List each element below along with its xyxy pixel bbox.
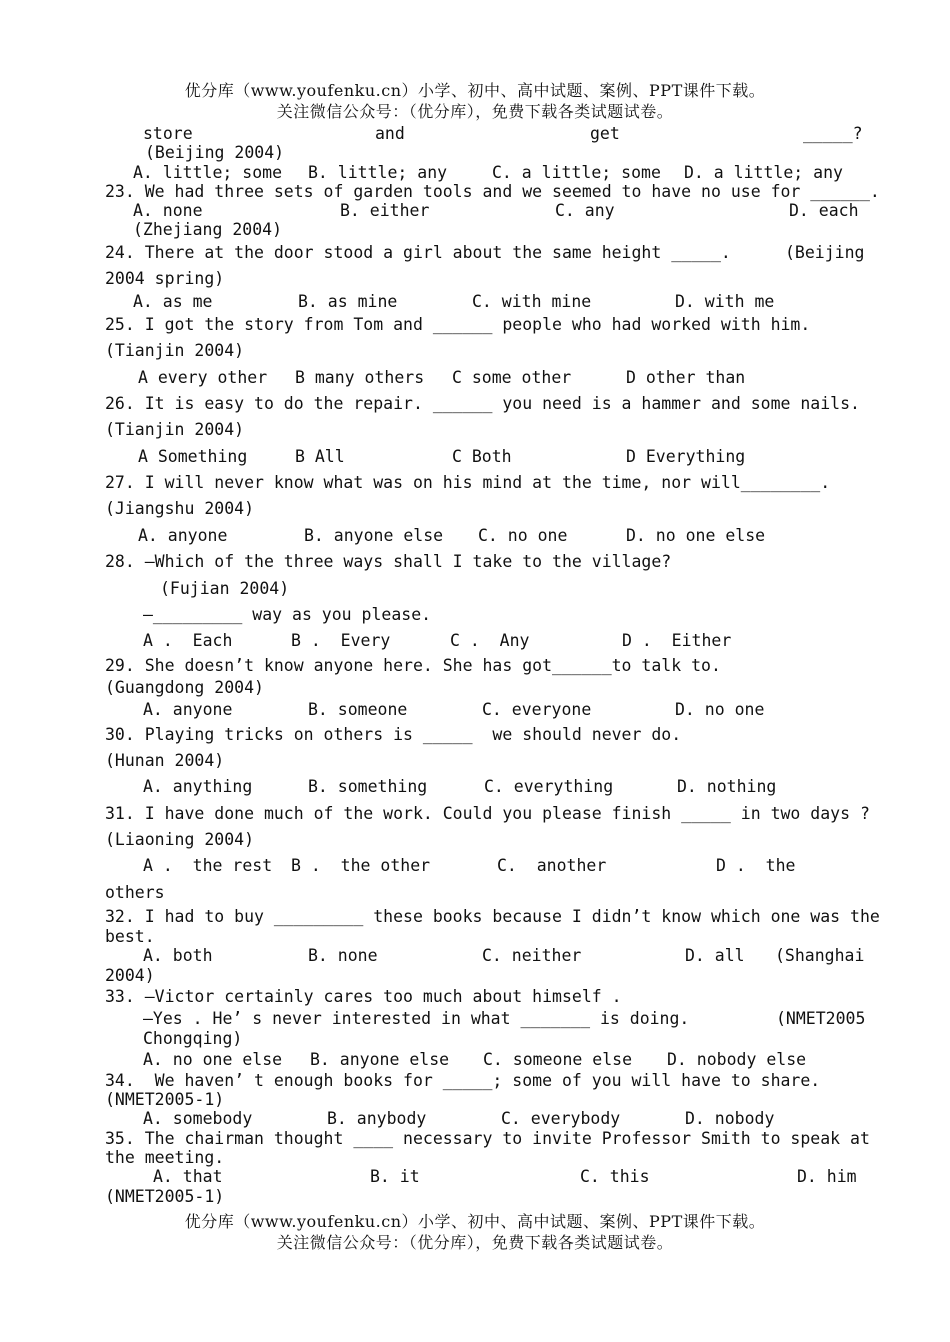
q28-option-c: C . Any bbox=[450, 631, 530, 650]
q31-option-b: B . the other bbox=[291, 856, 431, 875]
q30-option-d: D. nothing bbox=[677, 777, 777, 796]
q26-option-d: D Everything bbox=[626, 447, 746, 466]
q35-option-b: B. it bbox=[370, 1167, 420, 1186]
q30-option-a: A. anything bbox=[143, 777, 253, 796]
q22-word-get: get bbox=[590, 124, 620, 143]
q25-option-d: D other than bbox=[626, 368, 746, 387]
q28-option-b: B . Every bbox=[291, 631, 391, 650]
q35-option-a: A. that bbox=[153, 1167, 223, 1186]
q25-option-a: A every other bbox=[138, 368, 268, 387]
q24-option-c: C. with mine bbox=[472, 292, 592, 311]
q35-option-c: C. this bbox=[580, 1167, 650, 1186]
q33-option-c: C. someone else bbox=[483, 1050, 633, 1069]
q31-option-d-cont: others bbox=[105, 883, 165, 902]
q33-source-a: (NMET2005 bbox=[776, 1009, 866, 1028]
q33-option-d: D. nobody else bbox=[667, 1050, 807, 1069]
q33-source-b: Chongqing) bbox=[143, 1029, 243, 1048]
q23-stem: 23. We had three sets of garden tools and we seemed to have no use for ______. bbox=[105, 182, 880, 201]
q35-source: (NMET2005-1) bbox=[105, 1187, 225, 1206]
q28-reply: —_________ way as you please. bbox=[143, 605, 432, 624]
q25-stem: 25. I got the story from Tom and ______ people who had worked with him. bbox=[105, 315, 811, 334]
q30-stem: 30. Playing tricks on others is _____ we should never do. bbox=[105, 725, 682, 744]
q31-option-d: D . the bbox=[716, 856, 796, 875]
q24-option-d: D. with me bbox=[675, 292, 775, 311]
q29-source: (Guangdong 2004) bbox=[105, 678, 264, 697]
q25-option-c: C some other bbox=[452, 368, 572, 387]
q31-stem: 31. I have done much of the work. Could you please finish _____ in two days ? bbox=[105, 804, 870, 823]
q34-option-b: B. anybody bbox=[327, 1109, 427, 1128]
q22-word-and: and bbox=[375, 124, 405, 143]
q22-option-b: B. little; any bbox=[308, 163, 448, 182]
q29-option-c: C. everyone bbox=[482, 700, 592, 719]
q31-source: (Liaoning 2004) bbox=[105, 830, 255, 849]
q24-stem: 24. There at the door stood a girl about the same height _____. bbox=[105, 243, 731, 262]
q22-option-a: A. little; some bbox=[133, 163, 283, 182]
header-line-1: 优分库（www.youfenku.cn）小学、初中、高中试题、案例、PPT课件下载。 bbox=[184, 81, 766, 100]
q23-option-c: C. any bbox=[555, 201, 615, 220]
q31-option-a: A . the rest bbox=[143, 856, 273, 875]
q30-option-b: B. something bbox=[308, 777, 428, 796]
q35-stem-cont: the meeting. bbox=[105, 1148, 225, 1167]
q27-option-d: D. no one else bbox=[626, 526, 766, 545]
q32-stem: 32. I had to buy _________ these books because I didn’t know which one was the bbox=[105, 907, 880, 926]
q26-option-c: C Both bbox=[452, 447, 512, 466]
q32-option-a: A. both bbox=[143, 946, 213, 965]
q29-stem: 29. She doesn’t know anyone here. She has got______to talk to. bbox=[105, 656, 721, 675]
footer-line-2: 关注微信公众号：（优分库），免费下载各类试题试卷。 bbox=[276, 1233, 674, 1252]
q24-option-b: B. as mine bbox=[298, 292, 398, 311]
footer-line-1: 优分库（www.youfenku.cn）小学、初中、高中试题、案例、PPT课件下载。 bbox=[184, 1212, 766, 1231]
q26-option-a: A Something bbox=[138, 447, 248, 466]
q22-option-d: D. a little; any bbox=[684, 163, 843, 182]
q28-source: (Fujian 2004) bbox=[160, 579, 290, 598]
q25-source: (Tianjin 2004) bbox=[105, 341, 245, 360]
q29-option-a: A. anyone bbox=[143, 700, 233, 719]
q32-option-d: D. all bbox=[685, 946, 745, 965]
q28-option-d: D . Either bbox=[622, 631, 732, 650]
q25-option-b: B many others bbox=[295, 368, 425, 387]
q28-stem: 28. —Which of the three ways shall I take to the village? bbox=[105, 552, 672, 571]
q27-option-a: A. anyone bbox=[138, 526, 228, 545]
q32-option-c: C. neither bbox=[482, 946, 582, 965]
q23-option-b: B. either bbox=[340, 201, 430, 220]
q34-option-a: A. somebody bbox=[143, 1109, 253, 1128]
q24-source-a: (Beijing bbox=[785, 243, 865, 262]
q22-blank: _____? bbox=[803, 124, 863, 143]
q27-option-c: C. no one bbox=[478, 526, 568, 545]
header-line-2: 关注微信公众号：（优分库），免费下载各类试题试卷。 bbox=[276, 102, 674, 121]
q29-option-b: B. someone bbox=[308, 700, 408, 719]
q23-option-d: D. each bbox=[789, 201, 859, 220]
q32-source-a: (Shanghai bbox=[775, 946, 865, 965]
q26-source: (Tianjin 2004) bbox=[105, 420, 245, 439]
q27-option-b: B. anyone else bbox=[304, 526, 444, 545]
q22-option-c: C. a little; some bbox=[492, 163, 661, 182]
q34-stem: 34. We haven’ t enough books for _____; some of you will have to share. bbox=[105, 1071, 821, 1090]
q33-option-a: A. no one else bbox=[143, 1050, 283, 1069]
q23-option-a: A. none bbox=[133, 201, 203, 220]
q34-source: (NMET2005-1) bbox=[105, 1090, 225, 1109]
q24-option-a: A. as me bbox=[133, 292, 213, 311]
q33-stem: 33. —Victor certainly cares too much about himself . bbox=[105, 987, 622, 1006]
q35-stem: 35. The chairman thought ____ necessary to invite Professor Smith to speak at bbox=[105, 1129, 870, 1148]
q28-option-a: A . Each bbox=[143, 631, 233, 650]
q30-option-c: C. everything bbox=[484, 777, 614, 796]
q34-option-c: C. everybody bbox=[501, 1109, 621, 1128]
q22-source: (Beijing 2004) bbox=[145, 143, 285, 162]
q32-stem-cont: best. bbox=[105, 927, 155, 946]
q26-option-b: B All bbox=[295, 447, 345, 466]
q35-option-d: D. him bbox=[797, 1167, 857, 1186]
q31-option-c: C. another bbox=[497, 856, 607, 875]
q26-stem: 26. It is easy to do the repair. ______ you need is a hammer and some nails. bbox=[105, 394, 860, 413]
q29-option-d: D. no one bbox=[675, 700, 765, 719]
q32-option-b: B. none bbox=[308, 946, 378, 965]
q33-option-b: B. anyone else bbox=[310, 1050, 450, 1069]
q30-source: (Hunan 2004) bbox=[105, 751, 225, 770]
q27-stem: 27. I will never know what was on his mind at the time, nor will________. bbox=[105, 473, 831, 492]
q33-reply: —Yes . He’ s never interested in what _______ is doing. bbox=[143, 1009, 690, 1028]
q24-source-b: 2004 spring) bbox=[105, 269, 225, 288]
q22-word-store: store bbox=[143, 124, 193, 143]
q32-source-b: 2004) bbox=[105, 966, 155, 985]
q27-source: (Jiangshu 2004) bbox=[105, 499, 255, 518]
q23-source: (Zhejiang 2004) bbox=[133, 220, 283, 239]
q34-option-d: D. nobody bbox=[685, 1109, 775, 1128]
